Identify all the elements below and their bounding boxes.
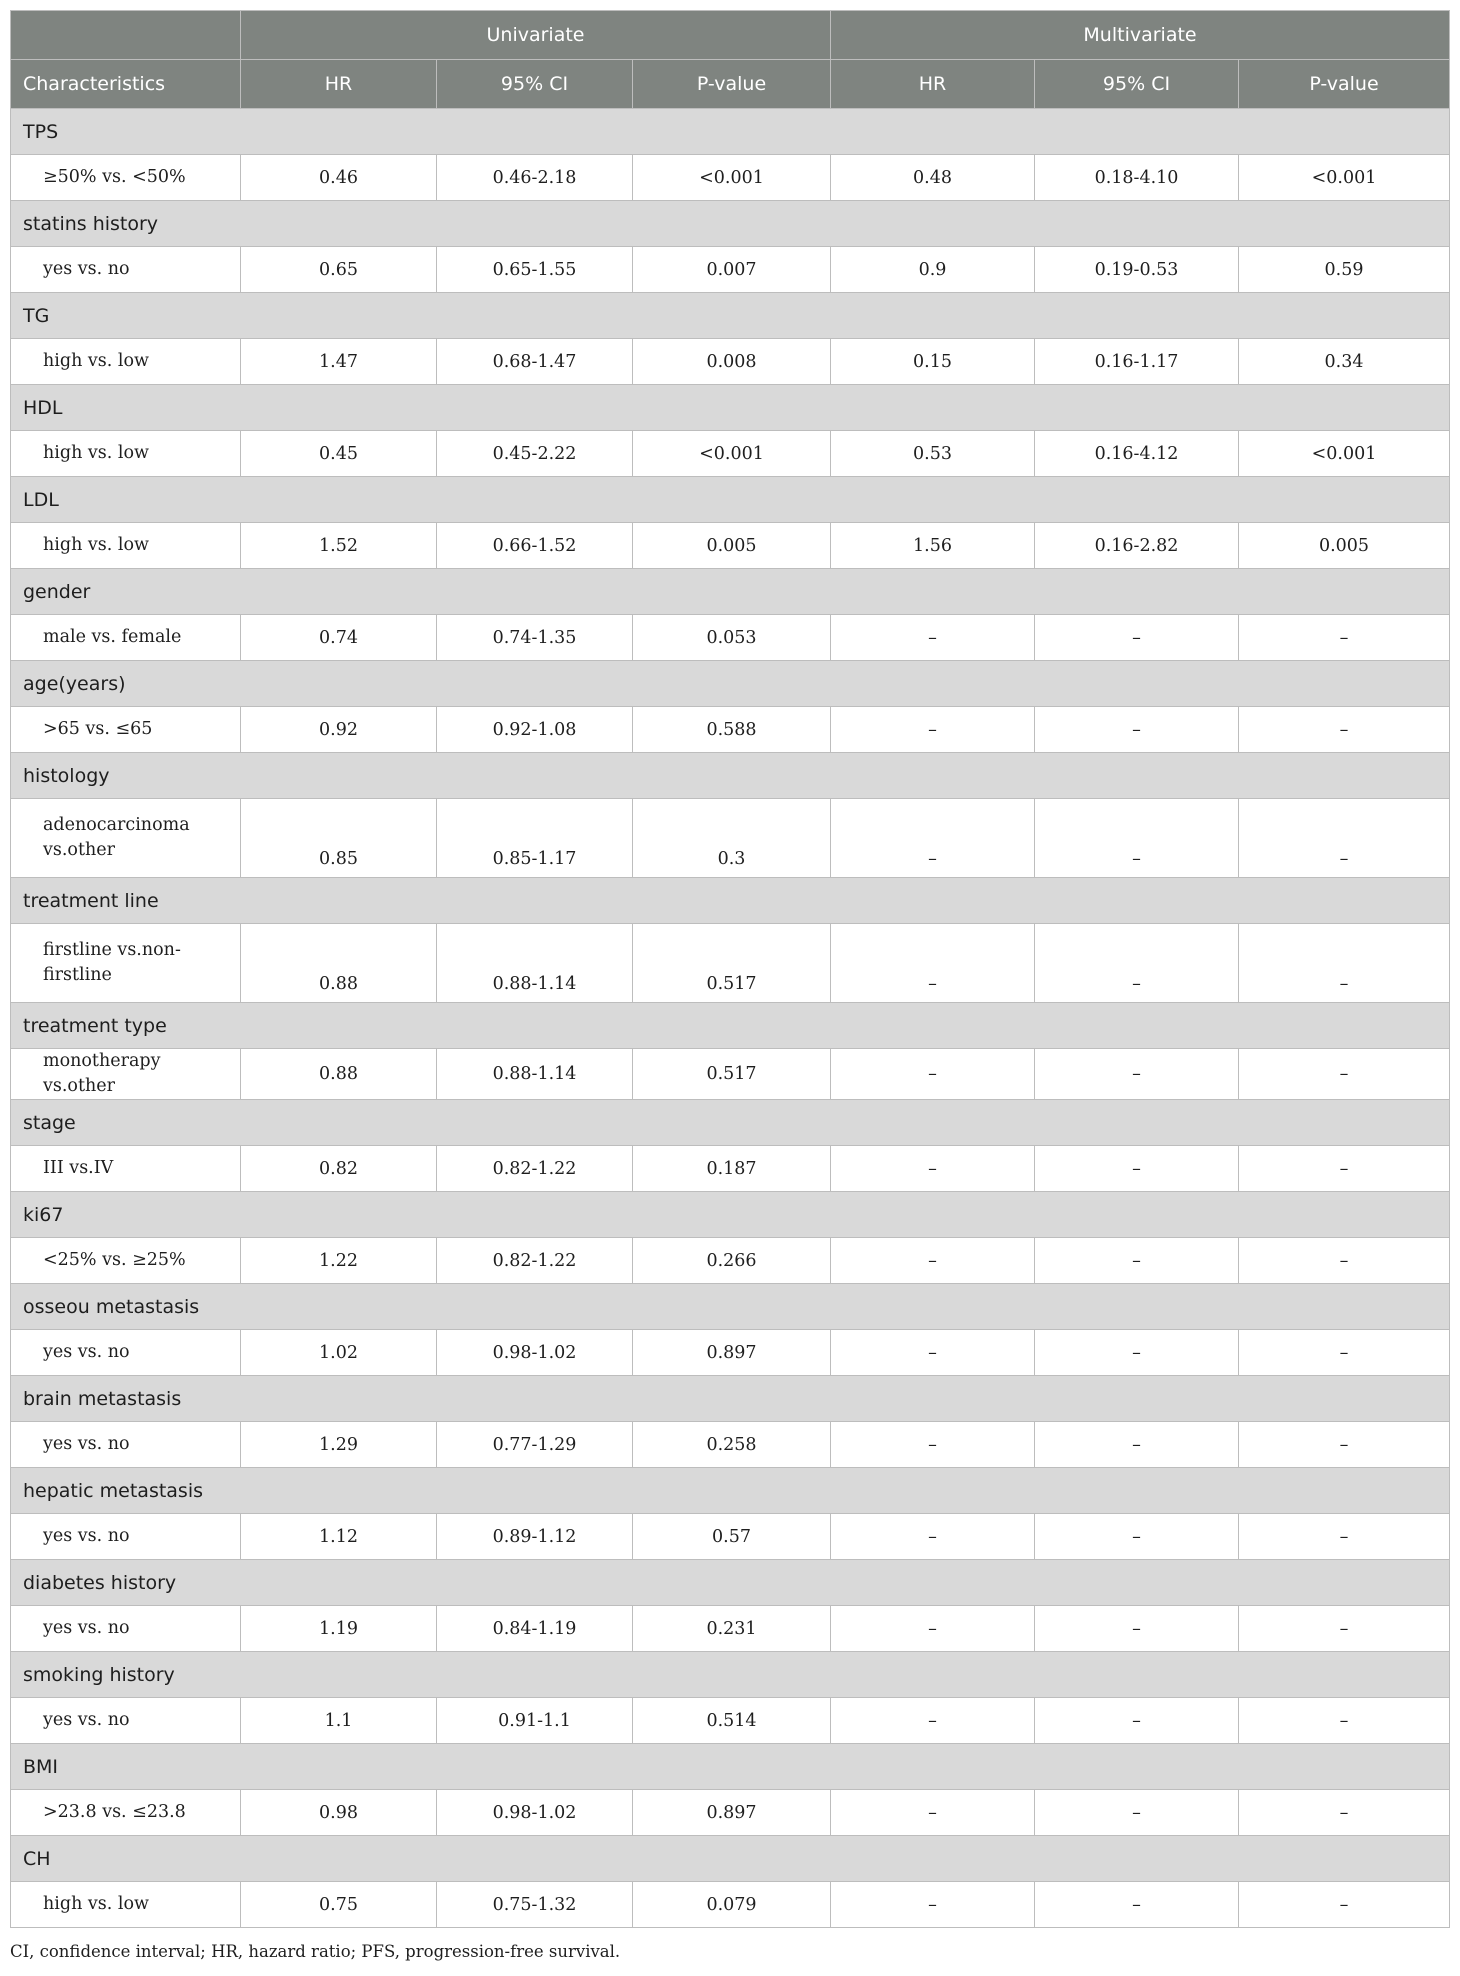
uni-ci-value: 0.75-1.32 [437, 1882, 633, 1928]
multi-hr-value: – [831, 1606, 1035, 1652]
uni-p-value: 0.258 [633, 1422, 831, 1468]
multi-p-value: – [1239, 1422, 1450, 1468]
table-row [11, 1422, 1450, 1468]
multi-hr-value: – [831, 1790, 1035, 1836]
multi-hr-value: – [831, 1698, 1035, 1744]
table-row [11, 1790, 1450, 1836]
category-label: smoking history [11, 1652, 1450, 1698]
uni-p-value: 0.897 [633, 1330, 831, 1376]
multi-ci-value: – [1035, 1606, 1239, 1652]
header-characteristics: Characteristics [11, 60, 241, 109]
multi-hr-value: – [831, 707, 1035, 753]
header-column-row [11, 60, 1450, 109]
category-row [11, 1652, 1450, 1698]
multi-ci-value: 0.16-2.82 [1035, 523, 1239, 569]
category-label: treatment line [11, 878, 1450, 924]
multi-hr-value: – [831, 1146, 1035, 1192]
table-row [11, 799, 1450, 878]
multi-hr-value: – [831, 615, 1035, 661]
table-row [11, 431, 1450, 477]
multi-p-value: – [1239, 1698, 1450, 1744]
uni-ci-value: 0.45-2.22 [437, 431, 633, 477]
uni-hr-value: 1.02 [241, 1330, 437, 1376]
category-row [11, 1100, 1450, 1146]
header-multi-ci: 95% CI [1035, 60, 1239, 109]
category-label: histology [11, 753, 1450, 799]
uni-ci-value: 0.89-1.12 [437, 1514, 633, 1560]
multi-p-value: – [1239, 1514, 1450, 1560]
comparison-label: high vs. low [11, 339, 241, 385]
multi-hr-value: – [831, 799, 1035, 878]
comparison-label: >65 vs. ≤65 [11, 707, 241, 753]
multi-hr-value: 1.56 [831, 523, 1035, 569]
multi-hr-value: 0.53 [831, 431, 1035, 477]
uni-hr-value: 0.75 [241, 1882, 437, 1928]
multi-ci-value: – [1035, 707, 1239, 753]
multi-p-value: – [1239, 1882, 1450, 1928]
comparison-label: high vs. low [11, 431, 241, 477]
multi-p-value: 0.005 [1239, 523, 1450, 569]
header-uni-ci: 95% CI [437, 60, 633, 109]
multi-p-value: – [1239, 1606, 1450, 1652]
comparison-label: >23.8 vs. ≤23.8 [11, 1790, 241, 1836]
category-label: diabetes history [11, 1560, 1450, 1606]
multi-ci-value: – [1035, 924, 1239, 1003]
multi-hr-value: – [831, 1514, 1035, 1560]
uni-p-value: 0.231 [633, 1606, 831, 1652]
category-label: stage [11, 1100, 1450, 1146]
uni-ci-value: 0.74-1.35 [437, 615, 633, 661]
multi-p-value: – [1239, 1049, 1450, 1100]
table-row [11, 1330, 1450, 1376]
multi-p-value: 0.34 [1239, 339, 1450, 385]
uni-p-value: <0.001 [633, 155, 831, 201]
multi-ci-value: – [1035, 1330, 1239, 1376]
multi-hr-value: 0.9 [831, 247, 1035, 293]
multi-hr-value: – [831, 1238, 1035, 1284]
category-row [11, 661, 1450, 707]
uni-p-value: 0.3 [633, 799, 831, 878]
table-row [11, 615, 1450, 661]
table-row [11, 1049, 1450, 1100]
multi-ci-value: – [1035, 1146, 1239, 1192]
uni-hr-value: 0.92 [241, 707, 437, 753]
category-label: TPS [11, 109, 1450, 155]
comparison-label: yes vs. no [11, 1606, 241, 1652]
uni-ci-value: 0.46-2.18 [437, 155, 633, 201]
uni-hr-value: 0.45 [241, 431, 437, 477]
uni-p-value: 0.897 [633, 1790, 831, 1836]
multi-hr-value: – [831, 1330, 1035, 1376]
uni-p-value: 0.514 [633, 1698, 831, 1744]
multi-ci-value: 0.18-4.10 [1035, 155, 1239, 201]
multi-p-value: – [1239, 707, 1450, 753]
table-row [11, 1238, 1450, 1284]
uni-ci-value: 0.85-1.17 [437, 799, 633, 878]
category-row [11, 385, 1450, 431]
multi-ci-value: – [1035, 1514, 1239, 1560]
uni-p-value: 0.005 [633, 523, 831, 569]
category-row [11, 753, 1450, 799]
comparison-label: yes vs. no [11, 1422, 241, 1468]
table-row [11, 707, 1450, 753]
multi-p-value: <0.001 [1239, 431, 1450, 477]
header-group-row [11, 11, 1450, 60]
table-row [11, 247, 1450, 293]
multi-p-value: – [1239, 1330, 1450, 1376]
comparison-label: III vs.IV [11, 1146, 241, 1192]
multi-hr-value: – [831, 1422, 1035, 1468]
uni-ci-value: 0.92-1.08 [437, 707, 633, 753]
multi-ci-value: – [1035, 1422, 1239, 1468]
category-label: CH [11, 1836, 1450, 1882]
table-row [11, 1882, 1450, 1928]
multi-hr-value: – [831, 1882, 1035, 1928]
category-label: ki67 [11, 1192, 1450, 1238]
uni-p-value: 0.053 [633, 615, 831, 661]
uni-hr-value: 0.82 [241, 1146, 437, 1192]
multi-ci-value: – [1035, 1698, 1239, 1744]
table-row [11, 339, 1450, 385]
uni-ci-value: 0.98-1.02 [437, 1330, 633, 1376]
uni-ci-value: 0.91-1.1 [437, 1698, 633, 1744]
uni-p-value: 0.266 [633, 1238, 831, 1284]
header-univariate: Univariate [241, 11, 831, 60]
category-row [11, 878, 1450, 924]
category-row [11, 1376, 1450, 1422]
table-row [11, 924, 1450, 1003]
table-row [11, 1146, 1450, 1192]
uni-hr-value: 1.29 [241, 1422, 437, 1468]
category-row [11, 293, 1450, 339]
results-table-container [10, 10, 1449, 1928]
category-label: LDL [11, 477, 1450, 523]
header-multi-hr: HR [831, 60, 1035, 109]
uni-p-value: 0.007 [633, 247, 831, 293]
uni-ci-value: 0.82-1.22 [437, 1238, 633, 1284]
uni-hr-value: 0.88 [241, 1049, 437, 1100]
category-row [11, 1192, 1450, 1238]
uni-hr-value: 0.88 [241, 924, 437, 1003]
multi-p-value: – [1239, 799, 1450, 878]
comparison-label: yes vs. no [11, 1698, 241, 1744]
category-row [11, 477, 1450, 523]
category-row [11, 109, 1450, 155]
multi-ci-value: 0.19-0.53 [1035, 247, 1239, 293]
category-label: gender [11, 569, 1450, 615]
category-label: statins history [11, 201, 1450, 247]
uni-p-value: 0.079 [633, 1882, 831, 1928]
uni-hr-value: 1.1 [241, 1698, 437, 1744]
table-row [11, 1606, 1450, 1652]
category-row [11, 1284, 1450, 1330]
comparison-label: firstline vs.non-firstline [11, 924, 241, 1003]
multi-ci-value: – [1035, 1238, 1239, 1284]
multi-ci-value: 0.16-4.12 [1035, 431, 1239, 477]
uni-ci-value: 0.88-1.14 [437, 1049, 633, 1100]
comparison-label: <25% vs. ≥25% [11, 1238, 241, 1284]
header-blank-cell [11, 11, 241, 60]
uni-p-value: 0.588 [633, 707, 831, 753]
uni-ci-value: 0.88-1.14 [437, 924, 633, 1003]
uni-ci-value: 0.66-1.52 [437, 523, 633, 569]
uni-p-value: 0.517 [633, 1049, 831, 1100]
multi-ci-value: – [1035, 1790, 1239, 1836]
uni-ci-value: 0.98-1.02 [437, 1790, 633, 1836]
uni-hr-value: 1.12 [241, 1514, 437, 1560]
category-row [11, 1003, 1450, 1049]
table-row [11, 523, 1450, 569]
multi-p-value: – [1239, 924, 1450, 1003]
table-body [11, 109, 1450, 1928]
comparison-label: ≥50% vs. <50% [11, 155, 241, 201]
table-row [11, 1514, 1450, 1560]
comparison-label: yes vs. no [11, 1330, 241, 1376]
table-row [11, 1698, 1450, 1744]
uni-hr-value: 0.46 [241, 155, 437, 201]
uni-ci-value: 0.84-1.19 [437, 1606, 633, 1652]
table-row [11, 155, 1450, 201]
uni-hr-value: 1.19 [241, 1606, 437, 1652]
multi-hr-value: 0.15 [831, 339, 1035, 385]
category-label: TG [11, 293, 1450, 339]
comparison-label: adenocarcinoma vs.other [11, 799, 241, 878]
comparison-label: yes vs. no [11, 247, 241, 293]
comparison-label: high vs. low [11, 1882, 241, 1928]
uni-p-value: 0.008 [633, 339, 831, 385]
multi-hr-value: – [831, 1049, 1035, 1100]
multi-ci-value: – [1035, 1882, 1239, 1928]
multi-p-value: – [1239, 1146, 1450, 1192]
multi-ci-value: – [1035, 799, 1239, 878]
comparison-label: high vs. low [11, 523, 241, 569]
category-label: hepatic metastasis [11, 1468, 1450, 1514]
uni-hr-value: 1.52 [241, 523, 437, 569]
table-footnote: CI, confidence interval; HR, hazard ratio; PFS, progression-free survival. [10, 1942, 621, 1961]
uni-hr-value: 0.65 [241, 247, 437, 293]
uni-ci-value: 0.82-1.22 [437, 1146, 633, 1192]
category-row [11, 201, 1450, 247]
multi-p-value: – [1239, 1790, 1450, 1836]
multi-hr-value: 0.48 [831, 155, 1035, 201]
category-label: age(years) [11, 661, 1450, 707]
multi-ci-value: – [1035, 1049, 1239, 1100]
comparison-label: monotherapy vs.other [11, 1049, 241, 1100]
category-label: BMI [11, 1744, 1450, 1790]
multi-p-value: – [1239, 1238, 1450, 1284]
uni-ci-value: 0.77-1.29 [437, 1422, 633, 1468]
uni-hr-value: 0.85 [241, 799, 437, 878]
header-multivariate: Multivariate [831, 11, 1450, 60]
uni-ci-value: 0.68-1.47 [437, 339, 633, 385]
category-label: brain metastasis [11, 1376, 1450, 1422]
category-row [11, 1836, 1450, 1882]
multi-p-value: <0.001 [1239, 155, 1450, 201]
uni-p-value: 0.187 [633, 1146, 831, 1192]
header-uni-hr: HR [241, 60, 437, 109]
multi-ci-value: 0.16-1.17 [1035, 339, 1239, 385]
uni-hr-value: 1.47 [241, 339, 437, 385]
multi-ci-value: – [1035, 615, 1239, 661]
category-label: HDL [11, 385, 1450, 431]
uni-p-value: 0.57 [633, 1514, 831, 1560]
uni-hr-value: 0.98 [241, 1790, 437, 1836]
header-multi-p: P-value [1239, 60, 1450, 109]
comparison-label: male vs. female [11, 615, 241, 661]
table-header [11, 11, 1450, 109]
uni-p-value: 0.517 [633, 924, 831, 1003]
multi-p-value: 0.59 [1239, 247, 1450, 293]
multi-p-value: – [1239, 615, 1450, 661]
header-uni-p: P-value [633, 60, 831, 109]
category-label: treatment type [11, 1003, 1450, 1049]
multi-hr-value: – [831, 924, 1035, 1003]
uni-hr-value: 1.22 [241, 1238, 437, 1284]
category-row [11, 1744, 1450, 1790]
category-row [11, 1560, 1450, 1606]
category-label: osseou metastasis [11, 1284, 1450, 1330]
uni-ci-value: 0.65-1.55 [437, 247, 633, 293]
category-row [11, 569, 1450, 615]
comparison-label: yes vs. no [11, 1514, 241, 1560]
uni-hr-value: 0.74 [241, 615, 437, 661]
cox-regression-table [10, 10, 1450, 1928]
category-row [11, 1468, 1450, 1514]
uni-p-value: <0.001 [633, 431, 831, 477]
